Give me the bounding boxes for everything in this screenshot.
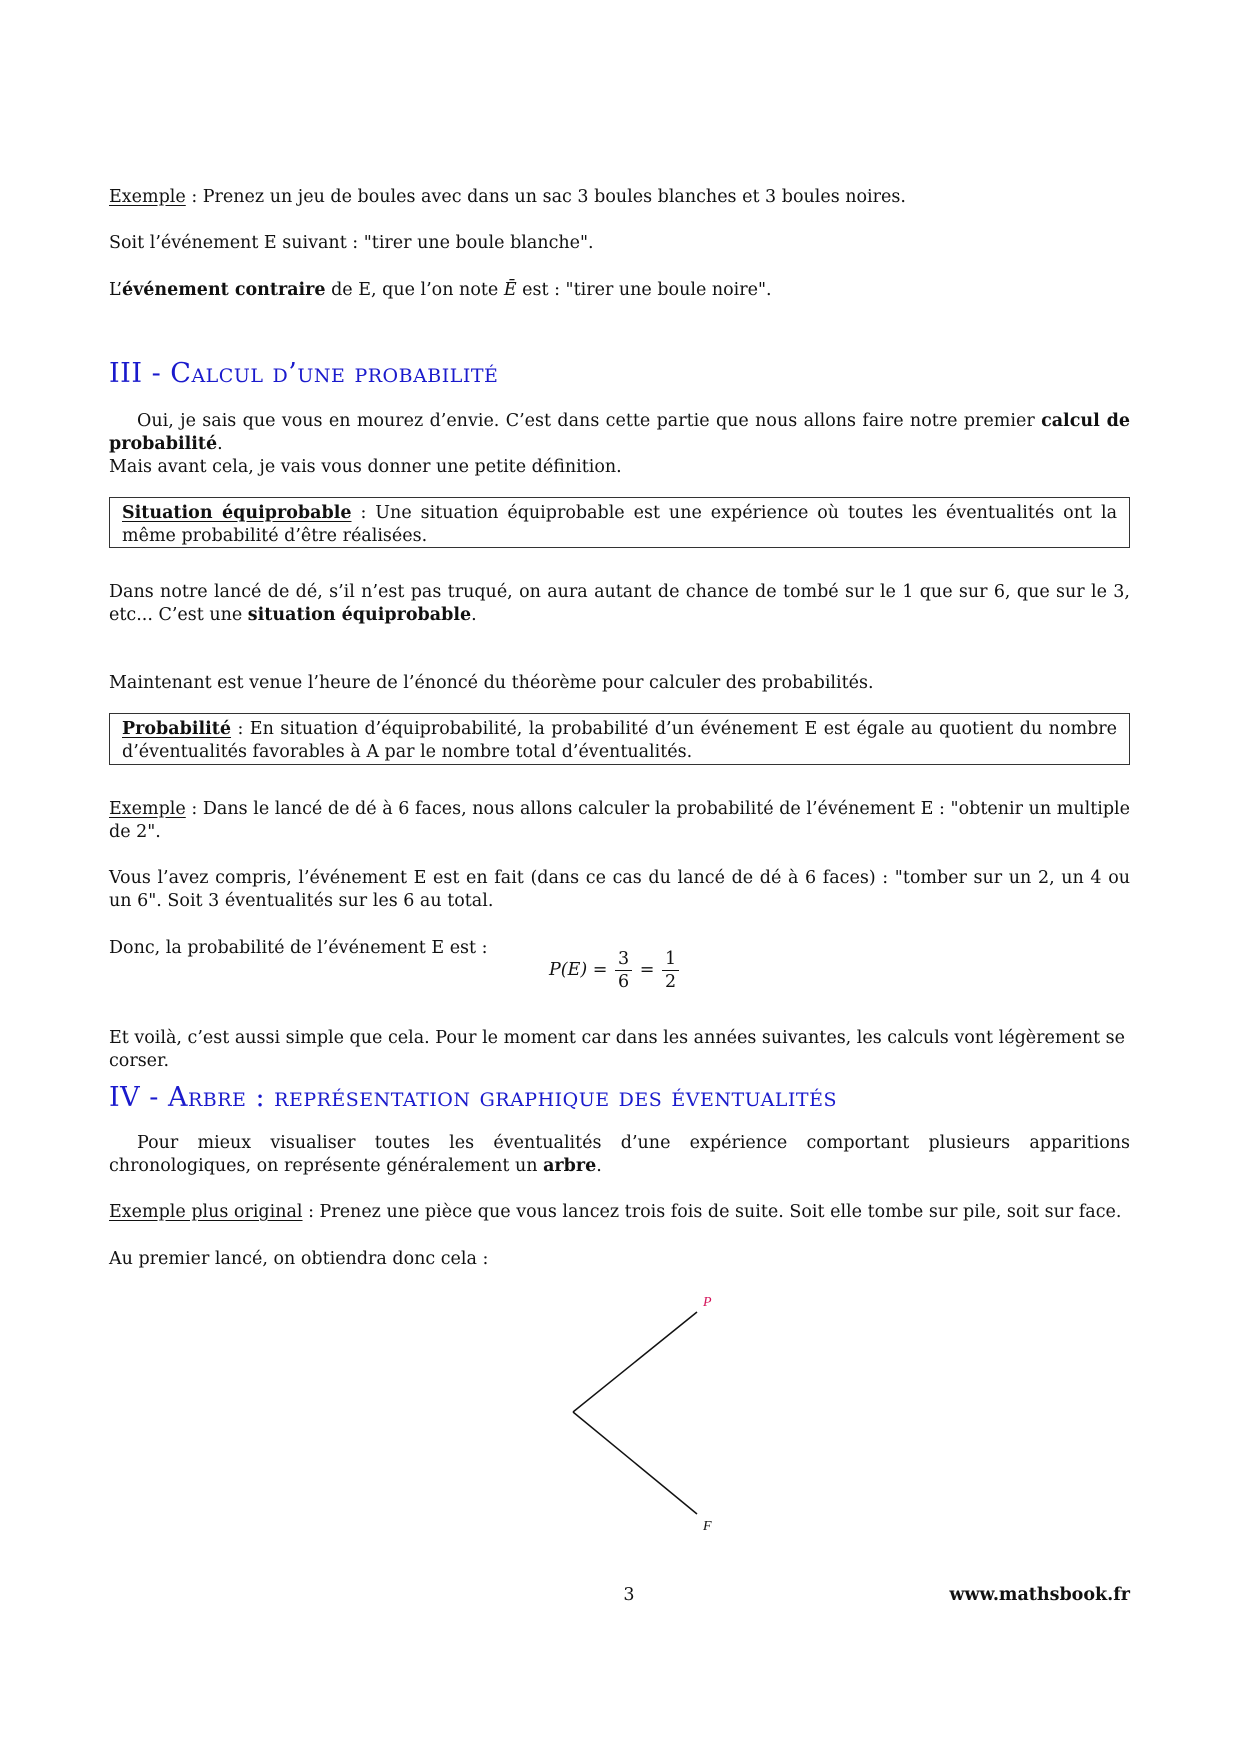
section-heading-3: III - Calcul d’une probabilité <box>109 358 499 389</box>
text-fragment: Dans notre lancé de dé, s’il n’est pas truqué, on aura autant de chance de tombé sur le 1 que sur 6, que sur le 3, etc... C’est une <box>109 582 1130 625</box>
formula-lhs: P(E) = <box>549 960 608 980</box>
e-bar-symbol: Ē <box>503 280 517 300</box>
term-arbre: arbre <box>543 1156 597 1176</box>
equals-sign: = <box>639 960 655 980</box>
section-heading-4: IV - Arbre : représentation graphique des éventualités <box>109 1082 837 1113</box>
example-label: Exemple <box>109 187 186 207</box>
paragraph-premier-lance: Au premier lancé, on obtiendra donc cela : <box>109 1249 489 1269</box>
paragraph-donc: Donc, la probabilité de l’événement E est : <box>109 938 488 958</box>
fraction-3-6 <box>615 948 632 993</box>
text-fragment: L’ <box>109 280 122 300</box>
page-number: 3 <box>623 1585 635 1605</box>
example-paragraph-2 <box>109 798 1130 844</box>
example-paragraph-3 <box>109 1201 1130 1224</box>
example-label: Exemple <box>109 799 186 819</box>
text-fragment: . <box>217 434 223 454</box>
tree-branch-top <box>573 1312 697 1412</box>
definition-box-probabilite <box>109 713 1130 765</box>
definition-box-equiprobable <box>109 497 1130 548</box>
text-fragment: . <box>596 1156 602 1176</box>
paragraph-voila: Et voilà, c’est aussi simple que cela. Pour le moment car dans les années suivantes, les calculs vont légèrement se corser. <box>109 1028 1126 1071</box>
tree-label-f: F <box>703 1519 712 1534</box>
definition-label: Situation équiprobable <box>122 503 352 523</box>
paragraph-de <box>109 581 1130 627</box>
text-fragment: . <box>471 605 477 625</box>
definition-text: : En situation d’équiprobabilité, la probabilité d’un événement E est égale au quotient du nombre d’éventualités favorables à A par le nombre total d’éventualités. <box>122 719 1117 762</box>
paragraph-intro-calcul <box>109 410 1130 456</box>
numerator: 3 <box>615 948 632 971</box>
text-fragment: Pour mieux visualiser toutes les éventualités d’une expérience comportant plusieurs apparitions chronologiques, on représente généralement un <box>109 1133 1130 1176</box>
example-label: Exemple plus original <box>109 1202 303 1222</box>
text-fragment: est : "tirer une boule noire". <box>516 280 772 300</box>
example-text: : Prenez une pièce que vous lancez trois fois de suite. Soit elle tombe sur pile, soit sur face. <box>302 1202 1122 1222</box>
example-text: : Prenez un jeu de boules avec dans un sac 3 boules blanches et 3 boules noires. <box>185 187 906 207</box>
term-evenement-contraire: événement contraire <box>122 280 326 300</box>
term-situation-equiprobable: situation équiprobable <box>247 605 472 625</box>
paragraph-avant-cela: Mais avant cela, je vais vous donner une petite définition. <box>109 457 622 477</box>
example-text: : Dans le lancé de dé à 6 faces, nous allons calculer la probabilité de l’événement E : "obtenir un multiple de 2". <box>109 799 1130 842</box>
paragraph-compris: Vous l’avez compris, l’événement E est en fait (dans ce cas du lancé de dé à 6 faces) : "tomber sur un 2, un 4 ou un 6". Soit 3 éventualités sur les 6 au total. <box>109 868 1130 911</box>
footer-url[interactable]: www.mathsbook.fr <box>949 1585 1130 1605</box>
denominator: 2 <box>664 972 677 992</box>
probability-formula <box>549 948 809 1002</box>
probability-tree-diagram <box>529 1280 729 1540</box>
definition-label: Probabilité <box>122 719 232 739</box>
paragraph-theoreme: Maintenant est venue l’heure de l’énoncé du théorème pour calculer des probabilités. <box>109 673 874 693</box>
text-fragment: de E, que l’on note <box>325 280 504 300</box>
text-fragment: Oui, je sais que vous en mourez d’envie. C’est dans cette partie que nous allons faire notre premier <box>137 411 1042 431</box>
example-paragraph-1 <box>109 186 1130 209</box>
paragraph-complement <box>109 279 1130 302</box>
fraction-1-2 <box>662 948 679 993</box>
numerator: 1 <box>662 948 679 971</box>
denominator: 6 <box>618 972 630 992</box>
paragraph-event-e: Soit l’événement E suivant : "tirer une boule blanche". <box>109 233 594 253</box>
definition-text: : Une situation équiprobable est une expérience où toutes les éventualités ont la même probabilité d’être réalisées. <box>122 503 1117 546</box>
tree-label-p: P <box>703 1295 712 1310</box>
paragraph-arbre-intro <box>109 1132 1130 1178</box>
page <box>109 0 1130 1754</box>
term-calcul-de-probabilite: calcul de probabilité <box>109 411 1130 454</box>
tree-branch-bottom <box>573 1412 697 1514</box>
